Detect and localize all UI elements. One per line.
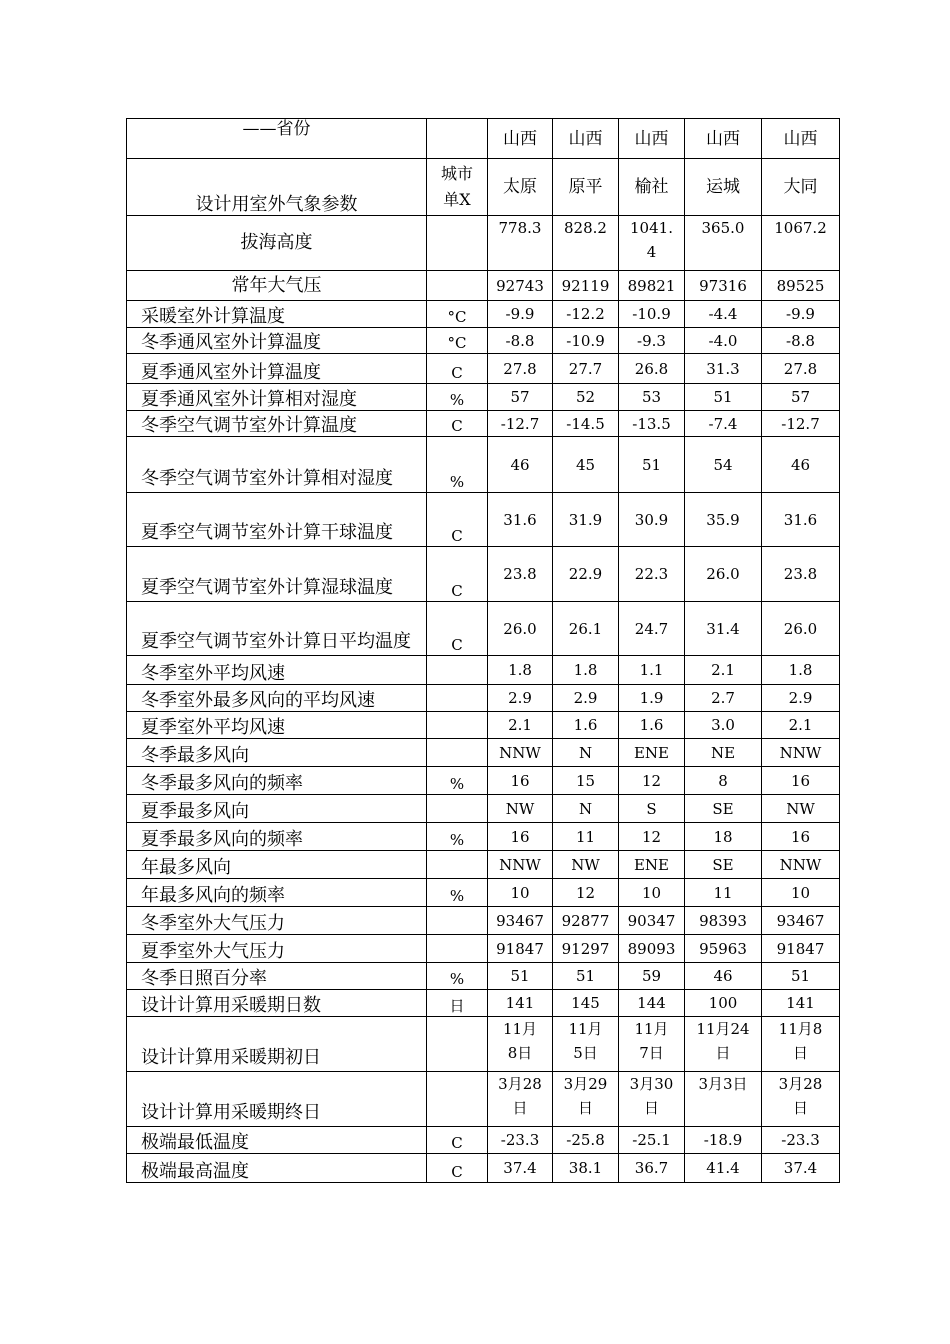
value-cell: 12 bbox=[619, 767, 685, 795]
city-row bbox=[127, 159, 840, 216]
value-cell: 54 bbox=[685, 437, 762, 493]
value-cell: 16 bbox=[488, 767, 553, 795]
value-cell: 12 bbox=[619, 823, 685, 851]
value-cell: ENE bbox=[619, 739, 685, 767]
parameter-label: 设计计算用采暖期日数 bbox=[127, 990, 427, 1017]
parameter-label: 采暖室外计算温度 bbox=[127, 301, 427, 328]
parameter-label: 夏季最多风向 bbox=[127, 795, 427, 823]
value-cell: 27.8 bbox=[762, 354, 840, 384]
value-cell: 52 bbox=[553, 384, 619, 411]
unit-cell bbox=[427, 795, 488, 823]
unit-cell bbox=[427, 851, 488, 879]
value-cell: 23.8 bbox=[762, 547, 840, 602]
value-cell: NNW bbox=[762, 739, 840, 767]
value-cell: 12 bbox=[553, 879, 619, 907]
value-cell: 16 bbox=[762, 823, 840, 851]
value-cell: 3月30 日 bbox=[619, 1072, 685, 1127]
unit-cell: C bbox=[427, 411, 488, 437]
province-cell: 山西 bbox=[619, 119, 685, 159]
value-cell: 2.7 bbox=[685, 685, 762, 712]
value-cell: 46 bbox=[685, 963, 762, 990]
parameter-label: 冬季日照百分率 bbox=[127, 963, 427, 990]
table-row bbox=[127, 907, 840, 935]
value-cell: -12.2 bbox=[553, 301, 619, 328]
table-row bbox=[127, 1072, 840, 1127]
value-cell: 144 bbox=[619, 990, 685, 1017]
value-cell: 3月3日 bbox=[685, 1072, 762, 1127]
unit-cell bbox=[427, 739, 488, 767]
value-cell: 2.1 bbox=[488, 712, 553, 739]
table-row bbox=[127, 384, 840, 411]
table-row bbox=[127, 823, 840, 851]
value-cell: 1.8 bbox=[488, 656, 553, 685]
parameter-label: 夏季空气调节室外计算日平均温度 bbox=[127, 602, 427, 656]
table-row bbox=[127, 354, 840, 384]
unit-cell: C bbox=[427, 354, 488, 384]
parameter-label: 夏季最多风向的频率 bbox=[127, 823, 427, 851]
parameter-label: 极端最低温度 bbox=[127, 1127, 427, 1154]
table-row bbox=[127, 1154, 840, 1183]
unit-cell bbox=[427, 935, 488, 963]
parameter-label: 拔海高度 bbox=[127, 216, 427, 271]
value-cell: 10 bbox=[619, 879, 685, 907]
value-cell: 141 bbox=[762, 990, 840, 1017]
value-cell: 92877 bbox=[553, 907, 619, 935]
parameter-label: 冬季空气调节室外计算相对湿度 bbox=[127, 437, 427, 493]
value-cell: 91847 bbox=[488, 935, 553, 963]
parameter-label: 冬季空气调节室外计算温度 bbox=[127, 411, 427, 437]
value-cell: 145 bbox=[553, 990, 619, 1017]
table-row bbox=[127, 851, 840, 879]
unit-cell: C bbox=[427, 602, 488, 656]
value-cell: 35.9 bbox=[685, 493, 762, 547]
province-cell: 山西 bbox=[488, 119, 553, 159]
table-row bbox=[127, 437, 840, 493]
unit-cell: 日 bbox=[427, 990, 488, 1017]
value-cell: -9.3 bbox=[619, 328, 685, 354]
value-cell: SE bbox=[685, 851, 762, 879]
value-cell: -4.0 bbox=[685, 328, 762, 354]
city-cell: 运城 bbox=[685, 159, 762, 216]
value-cell: 46 bbox=[488, 437, 553, 493]
value-cell: 1.1 bbox=[619, 656, 685, 685]
value-cell: -10.9 bbox=[619, 301, 685, 328]
table-row bbox=[127, 685, 840, 712]
value-cell: 46 bbox=[762, 437, 840, 493]
value-cell: 3月28 日 bbox=[762, 1072, 840, 1127]
value-cell: 2.1 bbox=[762, 712, 840, 739]
value-cell: 11月 8日 bbox=[488, 1017, 553, 1072]
unit-cell bbox=[427, 271, 488, 301]
value-cell: 2.9 bbox=[762, 685, 840, 712]
value-cell: 51 bbox=[762, 963, 840, 990]
parameter-label: 冬季通风室外计算温度 bbox=[127, 328, 427, 354]
city-cell: 大同 bbox=[762, 159, 840, 216]
value-cell: 31.6 bbox=[488, 493, 553, 547]
table-row bbox=[127, 602, 840, 656]
table-row bbox=[127, 767, 840, 795]
parameter-label: 夏季空气调节室外计算湿球温度 bbox=[127, 547, 427, 602]
value-cell: 778.3 bbox=[488, 216, 553, 271]
value-cell: NNW bbox=[488, 739, 553, 767]
table-row bbox=[127, 963, 840, 990]
unit-cell: % bbox=[427, 437, 488, 493]
value-cell: -12.7 bbox=[488, 411, 553, 437]
value-cell: 1.6 bbox=[553, 712, 619, 739]
value-cell: 828.2 bbox=[553, 216, 619, 271]
province-cell: 山西 bbox=[553, 119, 619, 159]
table-row bbox=[127, 879, 840, 907]
value-cell: 51 bbox=[619, 437, 685, 493]
unit-cell bbox=[427, 656, 488, 685]
value-cell: 93467 bbox=[488, 907, 553, 935]
value-cell: N bbox=[553, 795, 619, 823]
unit-cell: °C bbox=[427, 328, 488, 354]
unit-cell: C bbox=[427, 493, 488, 547]
value-cell: 31.4 bbox=[685, 602, 762, 656]
table-row bbox=[127, 712, 840, 739]
table-row bbox=[127, 216, 840, 271]
value-cell: -14.5 bbox=[553, 411, 619, 437]
value-cell: 1.6 bbox=[619, 712, 685, 739]
parameter-label: 冬季室外最多风向的平均风速 bbox=[127, 685, 427, 712]
value-cell: 30.9 bbox=[619, 493, 685, 547]
city-cell: 榆社 bbox=[619, 159, 685, 216]
value-cell: -25.1 bbox=[619, 1127, 685, 1154]
value-cell: 22.3 bbox=[619, 547, 685, 602]
value-cell: 53 bbox=[619, 384, 685, 411]
unit-cell: C bbox=[427, 1154, 488, 1183]
parameter-label: 年最多风向 bbox=[127, 851, 427, 879]
value-cell: 92119 bbox=[553, 271, 619, 301]
value-cell: 26.1 bbox=[553, 602, 619, 656]
value-cell: 31.6 bbox=[762, 493, 840, 547]
value-cell: 89093 bbox=[619, 935, 685, 963]
value-cell: 11月 5日 bbox=[553, 1017, 619, 1072]
table-row bbox=[127, 493, 840, 547]
value-cell: 16 bbox=[762, 767, 840, 795]
value-cell: 18 bbox=[685, 823, 762, 851]
value-cell: 90347 bbox=[619, 907, 685, 935]
value-cell: 57 bbox=[488, 384, 553, 411]
value-cell: NW bbox=[762, 795, 840, 823]
unit-cell: % bbox=[427, 384, 488, 411]
value-cell: 24.7 bbox=[619, 602, 685, 656]
parameter-label: 设计计算用采暖期初日 bbox=[127, 1017, 427, 1072]
value-cell: 26.0 bbox=[685, 547, 762, 602]
parameter-label: 常年大气压 bbox=[127, 271, 427, 301]
value-cell: 91297 bbox=[553, 935, 619, 963]
value-cell: 15 bbox=[553, 767, 619, 795]
unit-cell: % bbox=[427, 963, 488, 990]
value-cell: 10 bbox=[762, 879, 840, 907]
value-cell: -8.8 bbox=[488, 328, 553, 354]
value-cell: 365.0 bbox=[685, 216, 762, 271]
value-cell: 1041. 4 bbox=[619, 216, 685, 271]
unit-cell bbox=[427, 685, 488, 712]
value-cell: 27.7 bbox=[553, 354, 619, 384]
value-cell: 93467 bbox=[762, 907, 840, 935]
value-cell: 57 bbox=[762, 384, 840, 411]
value-cell: 1067.2 bbox=[762, 216, 840, 271]
value-cell: 3.0 bbox=[685, 712, 762, 739]
parameter-label: 夏季通风室外计算相对湿度 bbox=[127, 384, 427, 411]
table-row bbox=[127, 656, 840, 685]
parameter-label: 冬季最多风向 bbox=[127, 739, 427, 767]
value-cell: -4.4 bbox=[685, 301, 762, 328]
value-cell: -18.9 bbox=[685, 1127, 762, 1154]
value-cell: 92743 bbox=[488, 271, 553, 301]
value-cell: 31.9 bbox=[553, 493, 619, 547]
value-cell: 91847 bbox=[762, 935, 840, 963]
province-cell: 山西 bbox=[762, 119, 840, 159]
parameter-label: 冬季室外平均风速 bbox=[127, 656, 427, 685]
value-cell: 98393 bbox=[685, 907, 762, 935]
value-cell: 2.1 bbox=[685, 656, 762, 685]
value-cell: SE bbox=[685, 795, 762, 823]
params-header: 设计用室外气象参数 bbox=[127, 159, 427, 216]
value-cell: 31.3 bbox=[685, 354, 762, 384]
table-row bbox=[127, 1017, 840, 1072]
parameter-label: 夏季空气调节室外计算干球温度 bbox=[127, 493, 427, 547]
value-cell: -10.9 bbox=[553, 328, 619, 354]
value-cell: -25.8 bbox=[553, 1127, 619, 1154]
value-cell: 89821 bbox=[619, 271, 685, 301]
unit-cell bbox=[427, 907, 488, 935]
city-cell: 太原 bbox=[488, 159, 553, 216]
value-cell: -13.5 bbox=[619, 411, 685, 437]
value-cell: 3月29 日 bbox=[553, 1072, 619, 1127]
value-cell: -9.9 bbox=[762, 301, 840, 328]
value-cell: -9.9 bbox=[488, 301, 553, 328]
table-row bbox=[127, 271, 840, 301]
value-cell: 59 bbox=[619, 963, 685, 990]
unit-cell: °C bbox=[427, 301, 488, 328]
value-cell: 51 bbox=[685, 384, 762, 411]
unit-cell: % bbox=[427, 823, 488, 851]
value-cell: 1.8 bbox=[553, 656, 619, 685]
value-cell: NNW bbox=[762, 851, 840, 879]
value-cell: -12.7 bbox=[762, 411, 840, 437]
table-row bbox=[127, 1127, 840, 1154]
value-cell: 51 bbox=[553, 963, 619, 990]
value-cell: 26.0 bbox=[488, 602, 553, 656]
parameter-label: 年最多风向的频率 bbox=[127, 879, 427, 907]
value-cell: -7.4 bbox=[685, 411, 762, 437]
unit-cell bbox=[427, 1072, 488, 1127]
value-cell: 51 bbox=[488, 963, 553, 990]
value-cell: 97316 bbox=[685, 271, 762, 301]
table-row bbox=[127, 301, 840, 328]
value-cell: 89525 bbox=[762, 271, 840, 301]
value-cell: 36.7 bbox=[619, 1154, 685, 1183]
table-row bbox=[127, 795, 840, 823]
city-cell: 原平 bbox=[553, 159, 619, 216]
value-cell: -23.3 bbox=[762, 1127, 840, 1154]
value-cell: 95963 bbox=[685, 935, 762, 963]
table-row bbox=[127, 328, 840, 354]
unit-cell: % bbox=[427, 879, 488, 907]
value-cell: 45 bbox=[553, 437, 619, 493]
value-cell: 22.9 bbox=[553, 547, 619, 602]
value-cell: 37.4 bbox=[488, 1154, 553, 1183]
value-cell: 141 bbox=[488, 990, 553, 1017]
value-cell: NNW bbox=[488, 851, 553, 879]
value-cell: S bbox=[619, 795, 685, 823]
value-cell: N bbox=[553, 739, 619, 767]
value-cell: 26.8 bbox=[619, 354, 685, 384]
table-row bbox=[127, 411, 840, 437]
value-cell: -8.8 bbox=[762, 328, 840, 354]
unit-header: 城市 单X bbox=[427, 159, 488, 216]
table-row bbox=[127, 935, 840, 963]
climate-parameters-table bbox=[126, 118, 840, 1183]
parameter-label: 冬季室外大气压力 bbox=[127, 907, 427, 935]
value-cell: 11 bbox=[553, 823, 619, 851]
value-cell: 16 bbox=[488, 823, 553, 851]
province-cell: 山西 bbox=[685, 119, 762, 159]
value-cell: 8 bbox=[685, 767, 762, 795]
value-cell: NW bbox=[553, 851, 619, 879]
value-cell: 26.0 bbox=[762, 602, 840, 656]
value-cell: 27.8 bbox=[488, 354, 553, 384]
value-cell: 2.9 bbox=[488, 685, 553, 712]
value-cell: 2.9 bbox=[553, 685, 619, 712]
value-cell: 11 bbox=[685, 879, 762, 907]
value-cell: 1.8 bbox=[762, 656, 840, 685]
value-cell: 3月28 日 bbox=[488, 1072, 553, 1127]
table-row bbox=[127, 547, 840, 602]
parameter-label: 夏季室外平均风速 bbox=[127, 712, 427, 739]
parameter-label: 极端最高温度 bbox=[127, 1154, 427, 1183]
unit-cell: C bbox=[427, 547, 488, 602]
table-row bbox=[127, 990, 840, 1017]
value-cell: 100 bbox=[685, 990, 762, 1017]
value-cell: 41.4 bbox=[685, 1154, 762, 1183]
value-cell: 23.8 bbox=[488, 547, 553, 602]
unit-cell bbox=[427, 712, 488, 739]
province-row bbox=[127, 119, 840, 159]
unit-cell: C bbox=[427, 1127, 488, 1154]
value-cell: 10 bbox=[488, 879, 553, 907]
unit-blank-cell bbox=[427, 119, 488, 159]
parameter-label: 设计计算用采暖期终日 bbox=[127, 1072, 427, 1127]
value-cell: 11月8 日 bbox=[762, 1017, 840, 1072]
value-cell: NE bbox=[685, 739, 762, 767]
unit-cell: % bbox=[427, 767, 488, 795]
value-cell: 11月24 日 bbox=[685, 1017, 762, 1072]
value-cell: 38.1 bbox=[553, 1154, 619, 1183]
unit-cell bbox=[427, 1017, 488, 1072]
parameter-label: 冬季最多风向的频率 bbox=[127, 767, 427, 795]
parameter-label: 夏季通风室外计算温度 bbox=[127, 354, 427, 384]
unit-cell bbox=[427, 216, 488, 271]
parameter-label: 夏季室外大气压力 bbox=[127, 935, 427, 963]
table-row bbox=[127, 739, 840, 767]
value-cell: 11月 7日 bbox=[619, 1017, 685, 1072]
value-cell: NW bbox=[488, 795, 553, 823]
value-cell: -23.3 bbox=[488, 1127, 553, 1154]
value-cell: 37.4 bbox=[762, 1154, 840, 1183]
value-cell: 1.9 bbox=[619, 685, 685, 712]
value-cell: ENE bbox=[619, 851, 685, 879]
province-header: ——省份 bbox=[127, 119, 427, 159]
